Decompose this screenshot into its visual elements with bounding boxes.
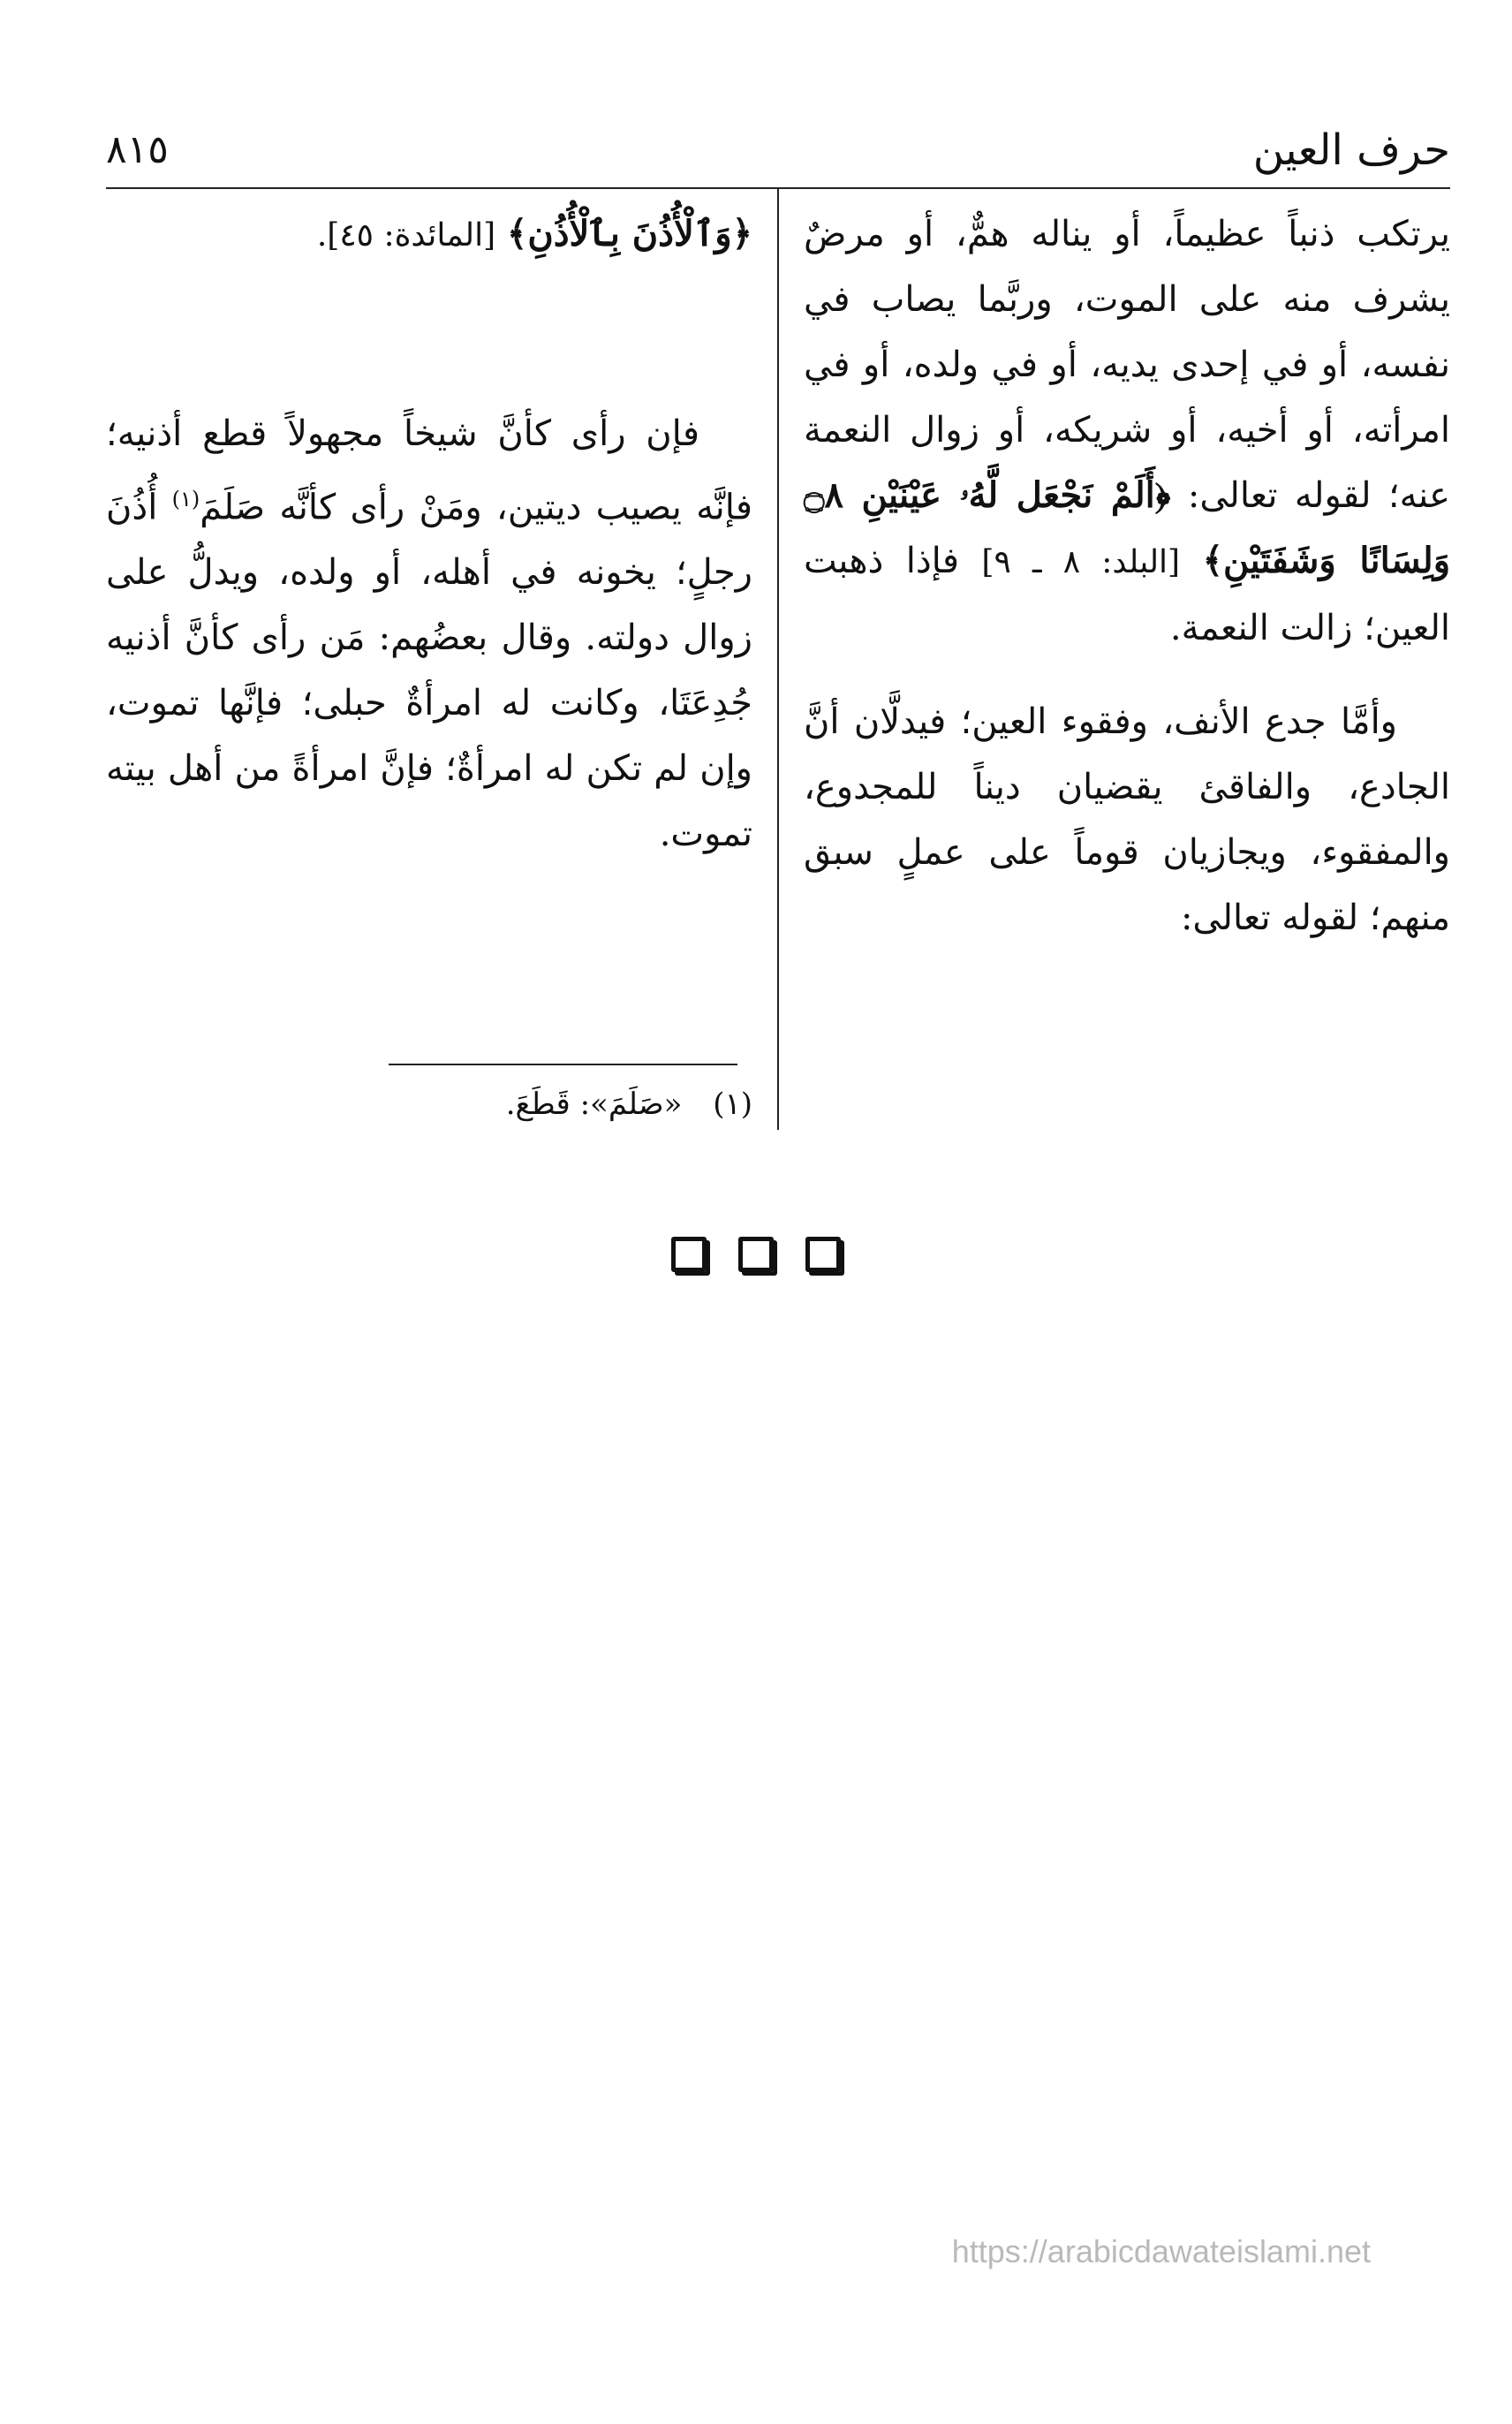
section-end-marks — [0, 1237, 1512, 1272]
left-column — [106, 201, 752, 867]
watermark-url: https://arabicdawateislami.net — [951, 2233, 1371, 2269]
right-paragraph-1-text: يرتكب ذنباً عظيماً، أو يناله همٌّ، أو مرضٌ يشرف منه على الموت، وربَّما يصاب في نفسه، أو في إحدى يديه، أو في ولده، أو في امرأته، أو أخيه، أو شريكه، أو زوال النعمة عنه؛ لقوله تعالى: — [804, 214, 1451, 516]
footnote-text: «صَلَمَ»: قَطَعَ. — [505, 1087, 683, 1122]
quran-verse-maidah: ﴿وَٱلْأُذُنَ بِٱلْأُذُنِ﴾ — [506, 213, 752, 254]
quran-reference-balad: [البلد: ٨ ـ ٩] — [981, 544, 1181, 580]
quran-reference-maidah: [المائدة: ٤٥]. — [316, 217, 496, 254]
right-column — [804, 201, 1450, 951]
left-paragraph-part2: أُذُنَ رجلٍ؛ يخونه في أهله، أو ولده، ويدلُّ على زوال دولته. وقال بعضُهم: مَن رأى كأنَّ أذنيه جُدِعَتَا، وكانت له امرأةٌ حبلى؛ فإنَّها تموت، وإن لم تكن له امرأةٌ؛ فإنَّ امرأةً من أهل بيته تموت. — [106, 487, 752, 855]
running-title: حرف العين — [1252, 125, 1450, 175]
right-paragraph-1 — [804, 201, 1450, 661]
right-paragraph-1-suffix: فإذا ذهبت العين؛ زالت النعمة. — [804, 541, 1450, 648]
quran-verse-balad: ﴿أَلَمْ نَجْعَل لَّهُۥ عَيْنَيْنِ ۝٨ وَلِسَانًا وَشَفَتَيْنِ﴾ — [804, 474, 1451, 581]
footnote-number: (١) — [713, 1087, 752, 1122]
square-ornament-icon — [671, 1237, 707, 1272]
square-ornament-icon — [738, 1237, 774, 1272]
footnote-rule — [389, 1064, 737, 1065]
footnote-marker: (١) — [171, 487, 200, 511]
column-divider — [777, 189, 779, 1130]
page-number: ٨١٥ — [106, 127, 169, 172]
page-header — [106, 115, 1450, 186]
left-paragraph — [106, 401, 752, 867]
left-verse-line — [106, 201, 752, 269]
left-paragraph-part1: فإن رأى كأنَّ شيخاً مجهولاً قطع أذنيه؛ فإنَّه يصيب ديتين، ومَنْ رأى كأنَّه صَلَمَ — [106, 413, 753, 528]
square-ornament-icon — [805, 1237, 841, 1272]
right-paragraph-2: وأمَّا جدع الأنف، وفقوء العين؛ فيدلَّان أنَّ الجادع، والفاقئ يقضيان ديناً للمجدوع، والمفقوء، ويجازيان قوماً على عملٍ سبق منهم؛ لقوله تعالى: — [804, 701, 1450, 938]
footnote — [106, 1079, 752, 1129]
